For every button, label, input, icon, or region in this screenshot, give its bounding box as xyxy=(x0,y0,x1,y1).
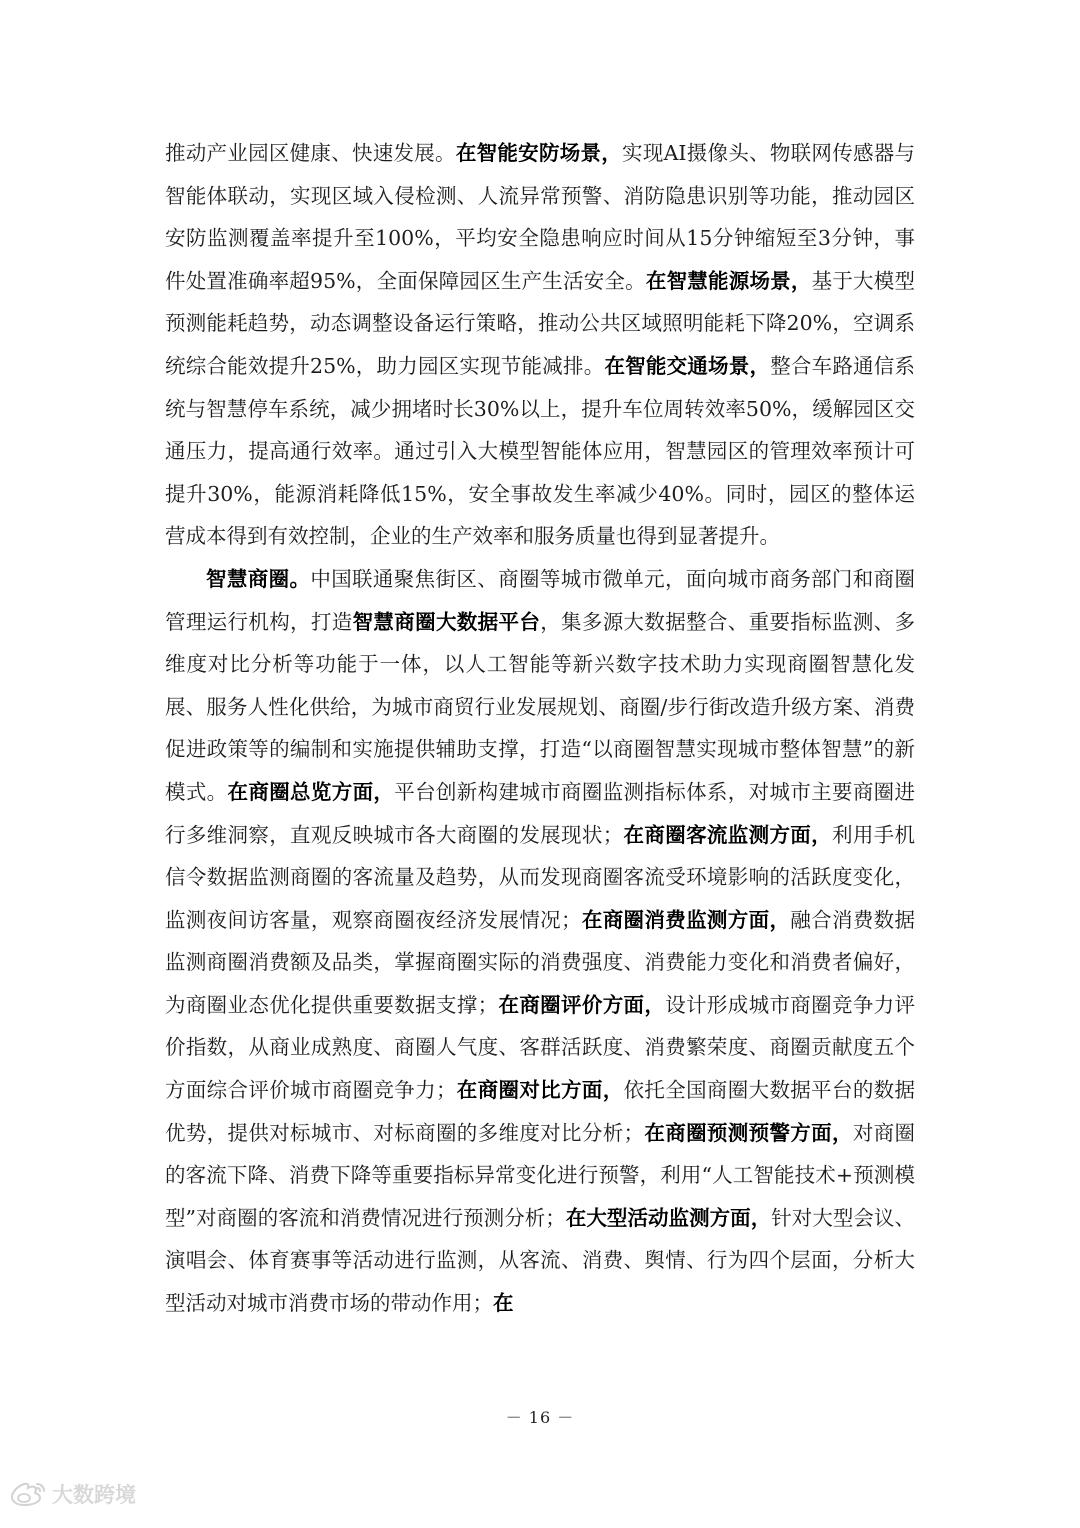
body-text: ，集多源大数据整合、重要指标监测、多维度对比分析等功能于一体，以人工智能等新兴数字技术助力实现商圈智慧化发展、服务人性化供给，为城市商贸行业发展规划、商圈/步行街改造升级方案、消费促进政策等的编制和实施提供辅助支撑，打造“以商圈智慧实现城市整体智慧”的新模式。 xyxy=(165,609,916,804)
document-body xyxy=(165,132,915,1325)
bold-heading-text: 智慧商圈大数据平台 xyxy=(352,609,541,634)
body-text: 设计形成城市商圈竞争力评价指数，从商业成熟度、商圈人气度、客群活跃度、消费繁荣度、商圈贡献度五个方面综合评价城市商圈竞争力； xyxy=(165,992,916,1103)
bold-heading-text: 在 xyxy=(493,1291,514,1316)
body-text: 中国联通聚焦街区、商圈等城市微单元，面向城市商务部门和商圈管理运行机构，打造 xyxy=(165,566,916,634)
paragraph xyxy=(165,132,915,558)
body-text: 整合车路通信系统与智慧停车系统，减少拥堵时长30%以上，提升车位周转效率50%，缓解园区交通压力，提高通行效率。通过引入大模型智能体应用，智慧园区的管理效率预计可提升30%，能源消耗降低15%，安全事故发生率减少40%。同时，园区的整体运营成本得到有效控制，企业的生产效率和服务质量也得到显著提升。 xyxy=(165,353,915,549)
body-text: 利用手机信令数据监测商圈的客流量及趋势，从而发现商圈客流受环境影响的活跃度变化，监测夜间访客量，观察商圈夜经济发展情况； xyxy=(165,822,916,932)
body-text: 对商圈的客流下降、消费下降等重要指标异常变化进行预警，利用“人工智能技术+预测模型”对商圈的客流和消费情况进行预测分析； xyxy=(165,1120,916,1230)
bold-heading-text: 在商圈对比方面， xyxy=(456,1078,624,1103)
bold-heading-text: 在商圈客流监测方面， xyxy=(623,822,832,847)
body-text: 实现AI摄像头、物联网传感器与智能体联动，实现区域入侵检测、人流异常预警、消防隐患识别等功能，推动园区安防监测覆盖率提升至100%，平均安全隐患响应时间从15分钟缩短至3分钟，事件处置准确率超95%，全面保障园区生产生活安全。 xyxy=(165,141,916,293)
body-text: 推动产业园区健康、快速发展。 xyxy=(165,141,456,165)
body-text: 针对大型会议、演唱会、体育赛事等活动进行监测，从客流、消费、舆情、行为四个层面，分析大型活动对城市消费市场的带动作用； xyxy=(165,1205,916,1316)
bold-heading-text: 在智能交通场景， xyxy=(604,353,771,378)
body-text: 依托全国商圈大数据平台的数据优势，提供对标城市、对标商圈的多维度对比分析； xyxy=(165,1078,916,1145)
bold-heading-text: 在商圈预测预警方面， xyxy=(644,1120,853,1145)
bold-heading-text: 在智能安防场景， xyxy=(455,141,623,165)
bold-heading-text: 在大型活动监测方面， xyxy=(565,1205,772,1230)
bold-heading-text: 在智慧能源场景， xyxy=(645,268,812,293)
body-text: 融合消费数据监测商圈消费额及品类，掌握商圈实际的消费强度、消费能力变化和消费者偏好，为商圈业态优化提供重要数据支撑； xyxy=(165,907,916,1017)
weibo-logo-icon xyxy=(10,1480,46,1508)
body-text: 基于大模型预测能耗趋势，动态调整设备运行策略，推动公共区域照明能耗下降20%，空调系统综合能效提升25%，助力园区实现节能减排。 xyxy=(165,268,915,378)
bold-heading-text: 在商圈总览方面， xyxy=(227,779,395,804)
bold-heading-text: 在商圈消费监测方面， xyxy=(581,907,791,932)
paragraph xyxy=(165,558,915,1325)
bold-heading-text: 智慧商圈。 xyxy=(206,566,311,591)
body-text: 平台创新构建城市商圈监测指标体系，对城市主要商圈进行多维洞察，直观反映城市各大商圈的发展现状； xyxy=(165,779,916,847)
page-number: － 16 － xyxy=(505,1408,575,1427)
bold-heading-text: 在商圈评价方面， xyxy=(498,992,666,1017)
watermark-text: 大数跨境 xyxy=(52,1483,136,1507)
watermark xyxy=(10,1476,136,1512)
